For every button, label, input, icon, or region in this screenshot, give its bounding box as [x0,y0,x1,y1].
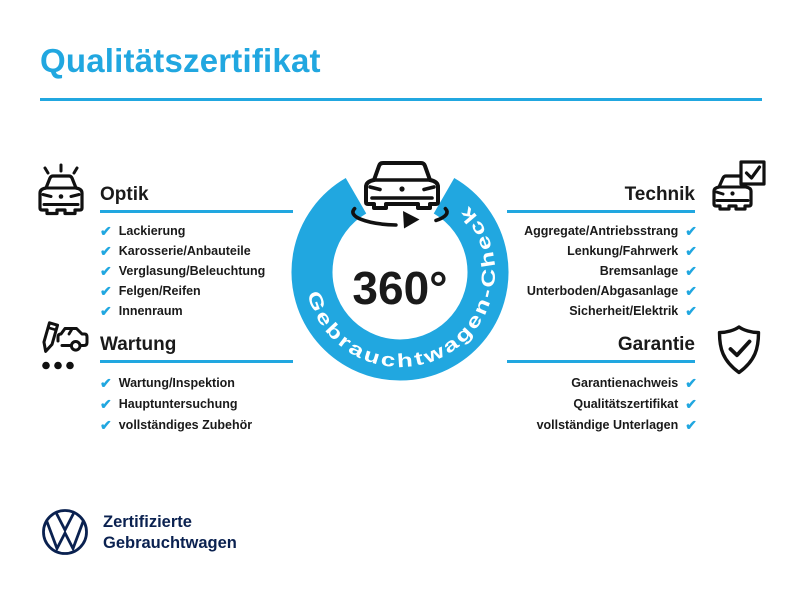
shiny-car-icon [32,161,90,219]
page-title: Qualitätszertifikat [40,42,321,79]
check-item-label: Innenraum [118,304,183,318]
check-item [100,414,252,435]
check-item-label: vollständige Unterlagen [536,417,679,432]
check-item [100,261,265,281]
check-icon: ✔ [100,374,112,391]
check-icon: ✔ [685,263,697,279]
ring-text-path: Gebrauchtwagen-Check [302,203,501,373]
pen-car-service-icon [32,318,90,376]
rotating-car-icon [353,163,447,229]
check-item-label: Lackierung [118,224,186,238]
check-item-label: Verglasung/Beleuchtung [118,264,266,278]
section-heading-technik: Technik [624,184,695,205]
check-icon: ✔ [100,303,112,319]
check-icon: ✔ [685,243,697,259]
check-icon: ✔ [685,374,697,391]
section-heading-wartung: Wartung [100,334,177,355]
check-icon: ✔ [100,283,112,299]
check-item-label: Felgen/Reifen [118,284,201,298]
technik-underline [507,210,695,213]
check-item-label: Karosserie/Anbauteile [118,244,251,258]
check-icon: ✔ [685,416,697,433]
check-item-label: Hauptuntersuchung [118,396,238,411]
check-item [100,301,265,321]
shield-check-icon [710,322,768,380]
check-icon: ✔ [685,303,697,319]
check-item-label: Unterboden/Abgasanlage [526,284,679,298]
check-item [100,393,252,414]
section-heading-optik: Optik [100,184,149,205]
check-icon: ✔ [100,223,112,239]
car-checkbox-icon [708,160,768,218]
optik-checklist [100,221,265,321]
check-item [537,372,697,393]
check-item-label: Garantienachweis [571,375,679,390]
check-icon: ✔ [100,243,112,259]
check-icon: ✔ [685,283,697,299]
wartung-checklist [100,372,252,435]
check-item [537,393,697,414]
check-item-label: vollständiges Zubehör [118,417,253,432]
section-heading-garantie: Garantie [617,334,695,355]
check-item-label: Bremsanlage [599,264,679,278]
check-icon: ✔ [685,395,697,412]
check-item [100,372,252,393]
check-icon: ✔ [100,395,112,412]
degrees-label: 360° [352,262,448,314]
check-item-label: Wartung/Inspektion [118,375,235,390]
wartung-underline [100,360,293,363]
check-icon: ✔ [100,263,112,279]
check-item-label: Sicherheit/Elektrik [569,304,679,318]
360-check-badge [280,140,520,420]
check-item [100,221,265,241]
check-item [524,301,697,321]
check-item-label: Aggregate/Antriebsstrang [524,224,679,238]
technik-checklist [524,221,697,321]
vw-logo-icon [40,507,90,557]
check-item [524,261,697,281]
title-divider [40,98,762,101]
check-item [524,241,697,261]
brand-claim-line1: Zertifizierte [103,513,192,531]
check-item-label: Lenkung/Fahrwerk [567,244,679,258]
check-item [537,414,697,435]
check-item [524,221,697,241]
check-item [524,281,697,301]
check-icon: ✔ [100,416,112,433]
check-item [100,281,265,301]
check-icon: ✔ [685,223,697,239]
brand-claim [103,512,237,554]
optik-underline [100,210,293,213]
garantie-checklist [537,372,697,435]
check-item [100,241,265,261]
garantie-underline [507,360,695,363]
brand-claim-line2: Gebrauchtwagen [103,534,237,552]
check-item-label: Qualitätszertifikat [573,396,679,411]
